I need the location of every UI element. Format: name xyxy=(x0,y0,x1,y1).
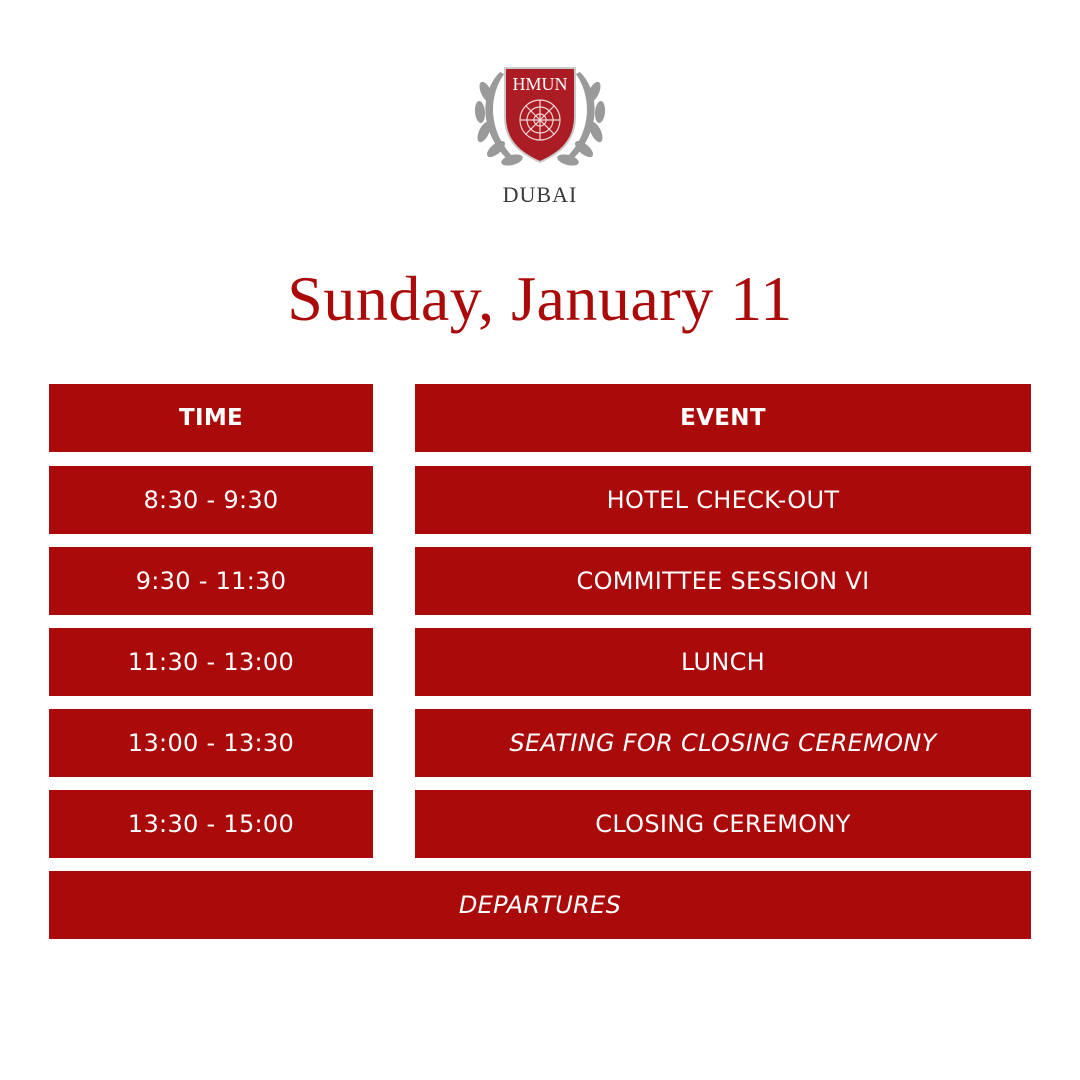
event-cell: SEATING FOR CLOSING CEREMONY xyxy=(415,709,1031,777)
event-cell: COMMITTEE SESSION VI xyxy=(415,547,1031,615)
time-cell: 8:30 - 9:30 xyxy=(49,466,373,534)
event-cell: HOTEL CHECK-OUT xyxy=(415,466,1031,534)
time-cell: 9:30 - 11:30 xyxy=(49,547,373,615)
logo-city-label: DUBAI xyxy=(502,182,578,207)
time-cell: 11:30 - 13:00 xyxy=(49,628,373,696)
globe-icon xyxy=(520,100,560,140)
event-cell: LUNCH xyxy=(415,628,1031,696)
departures-banner: DEPARTURES xyxy=(49,871,1031,939)
page-title: Sunday, January 11 xyxy=(287,263,793,334)
time-cell: 13:00 - 13:30 xyxy=(49,709,373,777)
shield-text: HMUN xyxy=(512,74,568,94)
time-cell: 13:30 - 15:00 xyxy=(49,790,373,858)
event-cell: CLOSING CEREMONY xyxy=(415,790,1031,858)
event-column-header: EVENT xyxy=(415,384,1031,452)
laurel-shield-emblem xyxy=(470,62,610,177)
hmun-dubai-logo xyxy=(470,62,610,212)
time-column-header: TIME xyxy=(49,384,373,452)
